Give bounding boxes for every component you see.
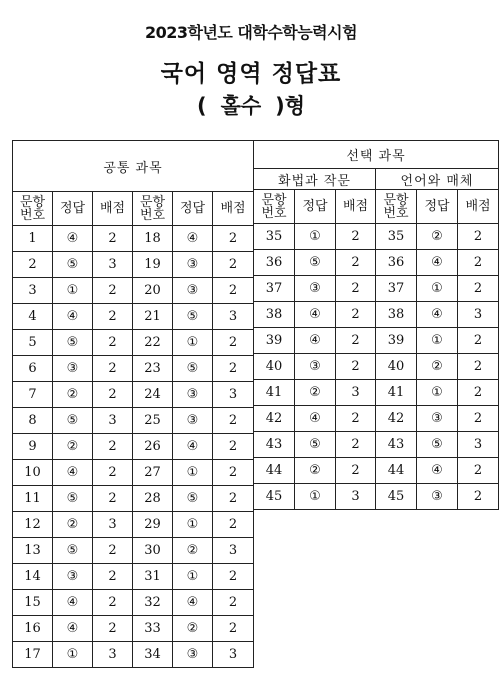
answer-cell: ⑤: [295, 250, 336, 276]
question-number: 44: [254, 458, 295, 484]
answer-cell: ①: [53, 642, 93, 668]
points-cell: 2: [93, 304, 133, 330]
question-number: 30: [133, 538, 173, 564]
common-col-header: 정답: [53, 192, 93, 226]
table-row: [13, 278, 254, 304]
points-cell: 2: [213, 408, 254, 434]
question-number: 6: [13, 356, 53, 382]
answer-cell: ③: [295, 354, 336, 380]
table-row: [254, 406, 499, 432]
points-cell: 2: [336, 406, 376, 432]
answer-cell: ①: [295, 224, 336, 250]
table-row: [254, 224, 499, 250]
points-cell: 2: [336, 224, 376, 250]
table-row: [13, 460, 254, 486]
points-cell: 2: [93, 330, 133, 356]
table-row: [13, 642, 254, 668]
points-cell: 3: [213, 538, 254, 564]
answer-cell: ②: [417, 224, 458, 250]
points-cell: 2: [213, 356, 254, 382]
table-row: [13, 408, 254, 434]
points-cell: 2: [213, 486, 254, 512]
exam-title: 2023학년도 대학수학능력시험: [144, 23, 358, 42]
answer-cell: ⑤: [53, 486, 93, 512]
answer-cell: ⑤: [173, 486, 213, 512]
points-cell: 2: [213, 590, 254, 616]
points-cell: 2: [93, 434, 133, 460]
question-number: 23: [133, 356, 173, 382]
points-cell: 3: [336, 484, 376, 510]
question-number: 33: [133, 616, 173, 642]
answer-cell: ④: [417, 302, 458, 328]
answer-cell: ⑤: [173, 304, 213, 330]
points-cell: 2: [336, 328, 376, 354]
question-number: 14: [13, 564, 53, 590]
points-cell: 2: [93, 616, 133, 642]
question-number: 43: [254, 432, 295, 458]
table-row: [254, 380, 499, 406]
points-cell: 2: [458, 406, 499, 432]
points-cell: 2: [458, 484, 499, 510]
points-cell: 3: [93, 642, 133, 668]
points-cell: 2: [336, 354, 376, 380]
table-row: [254, 354, 499, 380]
answer-cell: ④: [295, 328, 336, 354]
common-subject-table: [12, 140, 254, 668]
question-number: 36: [376, 250, 417, 276]
question-number: 36: [254, 250, 295, 276]
points-cell: 2: [336, 250, 376, 276]
type-open-paren: (: [196, 94, 207, 118]
answer-cell: ④: [295, 406, 336, 432]
table-row: [13, 538, 254, 564]
question-number: 35: [254, 224, 295, 250]
answer-cell: ②: [53, 382, 93, 408]
table-row: [13, 564, 254, 590]
table-row: [254, 484, 499, 510]
points-cell: 2: [336, 302, 376, 328]
answer-cell: ④: [417, 458, 458, 484]
question-number: 39: [254, 328, 295, 354]
points-cell: 2: [458, 354, 499, 380]
table-row: [254, 432, 499, 458]
question-number: 7: [13, 382, 53, 408]
points-cell: 2: [213, 252, 254, 278]
answer-cell: ④: [295, 302, 336, 328]
points-cell: 2: [213, 278, 254, 304]
question-number: 21: [133, 304, 173, 330]
question-number: 16: [13, 616, 53, 642]
answer-cell: ①: [417, 380, 458, 406]
type-suffix: 형: [284, 94, 306, 118]
points-cell: 2: [93, 278, 133, 304]
question-number: 41: [254, 380, 295, 406]
question-number: 43: [376, 432, 417, 458]
question-number: 31: [133, 564, 173, 590]
elective-col-header: 배점: [458, 190, 499, 224]
table-row: [254, 276, 499, 302]
answer-cell: ⑤: [173, 356, 213, 382]
answer-cell: ②: [53, 434, 93, 460]
answer-cell: ③: [173, 252, 213, 278]
question-number: 37: [254, 276, 295, 302]
question-number: 5: [13, 330, 53, 356]
question-number: 27: [133, 460, 173, 486]
elective-col-header: 문항 번호: [254, 190, 295, 224]
table-row: [254, 328, 499, 354]
question-number: 40: [376, 354, 417, 380]
question-number: 4: [13, 304, 53, 330]
answer-cell: ④: [173, 590, 213, 616]
answer-cell: ④: [53, 304, 93, 330]
question-number: 9: [13, 434, 53, 460]
elective-col-header: 문항 번호: [376, 190, 417, 224]
points-cell: 3: [458, 432, 499, 458]
type-close-paren: ): [275, 94, 285, 118]
answer-cell: ④: [417, 250, 458, 276]
question-number: 18: [133, 226, 173, 252]
points-cell: 3: [336, 380, 376, 406]
question-number: 45: [376, 484, 417, 510]
answer-cell: ③: [173, 642, 213, 668]
common-col-header: 정답: [173, 192, 213, 226]
points-cell: 2: [213, 226, 254, 252]
answer-cell: ③: [295, 276, 336, 302]
answer-cell: ④: [53, 590, 93, 616]
points-cell: 2: [458, 224, 499, 250]
question-number: 10: [13, 460, 53, 486]
points-cell: 3: [93, 408, 133, 434]
answer-cell: ②: [295, 380, 336, 406]
question-number: 12: [13, 512, 53, 538]
question-number: 34: [133, 642, 173, 668]
question-number: 15: [13, 590, 53, 616]
points-cell: 2: [213, 330, 254, 356]
question-number: 37: [376, 276, 417, 302]
points-cell: 2: [213, 616, 254, 642]
question-number: 38: [376, 302, 417, 328]
answer-cell: ①: [173, 512, 213, 538]
question-number: 26: [133, 434, 173, 460]
answer-cell: ③: [417, 406, 458, 432]
question-number: 40: [254, 354, 295, 380]
table-row: [254, 250, 499, 276]
answer-cell: ⑤: [417, 432, 458, 458]
points-cell: 2: [93, 382, 133, 408]
question-number: 17: [13, 642, 53, 668]
points-cell: 2: [213, 434, 254, 460]
points-cell: 3: [93, 512, 133, 538]
points-cell: 2: [336, 458, 376, 484]
answer-cell: ①: [173, 330, 213, 356]
table-row: [254, 458, 499, 484]
question-number: 8: [13, 408, 53, 434]
answer-cell: ④: [173, 226, 213, 252]
answer-cell: ③: [173, 382, 213, 408]
table-row: [13, 252, 254, 278]
answer-cell: ⑤: [53, 252, 93, 278]
table-row: [13, 382, 254, 408]
table-row: [13, 304, 254, 330]
answer-cell: ④: [53, 460, 93, 486]
question-number: 22: [133, 330, 173, 356]
points-cell: 2: [93, 486, 133, 512]
question-number: 24: [133, 382, 173, 408]
points-cell: 3: [213, 642, 254, 668]
answer-key-title: 국어 영역 정답표: [160, 61, 342, 87]
question-number: 28: [133, 486, 173, 512]
elective-col-header: 배점: [336, 190, 376, 224]
points-cell: 3: [213, 382, 254, 408]
subject-language-media: 언어와 매체: [376, 169, 499, 190]
points-cell: 3: [213, 304, 254, 330]
common-col-header: 문항 번호: [133, 192, 173, 226]
answer-cell: ⑤: [295, 432, 336, 458]
elective-subject-header: 선택 과목: [254, 141, 499, 169]
answer-cell: ⑤: [53, 408, 93, 434]
points-cell: 2: [458, 250, 499, 276]
question-number: 42: [376, 406, 417, 432]
answer-cell: ③: [53, 564, 93, 590]
table-row: [13, 512, 254, 538]
points-cell: 2: [93, 356, 133, 382]
points-cell: 2: [93, 538, 133, 564]
answer-cell: ①: [173, 564, 213, 590]
common-col-header: 문항 번호: [13, 192, 53, 226]
question-number: 38: [254, 302, 295, 328]
points-cell: 2: [213, 512, 254, 538]
answer-cell: ①: [53, 278, 93, 304]
answer-cell: ②: [173, 616, 213, 642]
points-cell: 2: [458, 380, 499, 406]
question-number: 19: [133, 252, 173, 278]
points-cell: 2: [336, 276, 376, 302]
table-row: [13, 616, 254, 642]
answer-cell: ④: [53, 226, 93, 252]
points-cell: 2: [458, 458, 499, 484]
answer-cell: ⑤: [53, 330, 93, 356]
table-row: [13, 486, 254, 512]
type-parity: 홀수: [220, 94, 262, 118]
question-number: 2: [13, 252, 53, 278]
question-number: 41: [376, 380, 417, 406]
subject-speech-writing: 화법과 작문: [254, 169, 376, 190]
elective-col-header: 정답: [417, 190, 458, 224]
elective-col-header: 정답: [295, 190, 336, 224]
answer-cell: ⑤: [53, 538, 93, 564]
common-col-header: 배점: [213, 192, 254, 226]
answer-cell: ③: [173, 408, 213, 434]
points-cell: 2: [213, 460, 254, 486]
answer-cell: ③: [173, 278, 213, 304]
question-number: 42: [254, 406, 295, 432]
answer-cell: ③: [53, 356, 93, 382]
question-number: 44: [376, 458, 417, 484]
points-cell: 2: [458, 328, 499, 354]
points-cell: 3: [458, 302, 499, 328]
answer-cell: ①: [295, 484, 336, 510]
points-cell: 2: [458, 276, 499, 302]
points-cell: 2: [93, 590, 133, 616]
points-cell: 2: [336, 432, 376, 458]
points-cell: 2: [213, 564, 254, 590]
table-row: [13, 226, 254, 252]
table-row: [13, 330, 254, 356]
question-number: 20: [133, 278, 173, 304]
answer-cell: ②: [173, 538, 213, 564]
answer-cell: ②: [417, 354, 458, 380]
table-row: [13, 590, 254, 616]
answer-cell: ②: [295, 458, 336, 484]
question-number: 45: [254, 484, 295, 510]
answer-cell: ①: [417, 328, 458, 354]
question-number: 32: [133, 590, 173, 616]
question-number: 11: [13, 486, 53, 512]
question-number: 25: [133, 408, 173, 434]
answer-cell: ④: [53, 616, 93, 642]
question-number: 39: [376, 328, 417, 354]
table-row: [13, 434, 254, 460]
table-row: [254, 302, 499, 328]
points-cell: 3: [93, 252, 133, 278]
table-row: [13, 356, 254, 382]
question-number: 3: [13, 278, 53, 304]
answer-cell: ②: [53, 512, 93, 538]
points-cell: 2: [93, 226, 133, 252]
question-number: 13: [13, 538, 53, 564]
question-number: 29: [133, 512, 173, 538]
answer-cell: ③: [417, 484, 458, 510]
question-number: 1: [13, 226, 53, 252]
answer-cell: ①: [173, 460, 213, 486]
elective-subject-table: [253, 140, 499, 510]
points-cell: 2: [93, 564, 133, 590]
question-number: 35: [376, 224, 417, 250]
points-cell: 2: [93, 460, 133, 486]
common-col-header: 배점: [93, 192, 133, 226]
answer-cell: ①: [417, 276, 458, 302]
answer-cell: ④: [173, 434, 213, 460]
exam-type-line: [0, 90, 502, 120]
common-subject-header: 공통 과목: [13, 141, 254, 192]
